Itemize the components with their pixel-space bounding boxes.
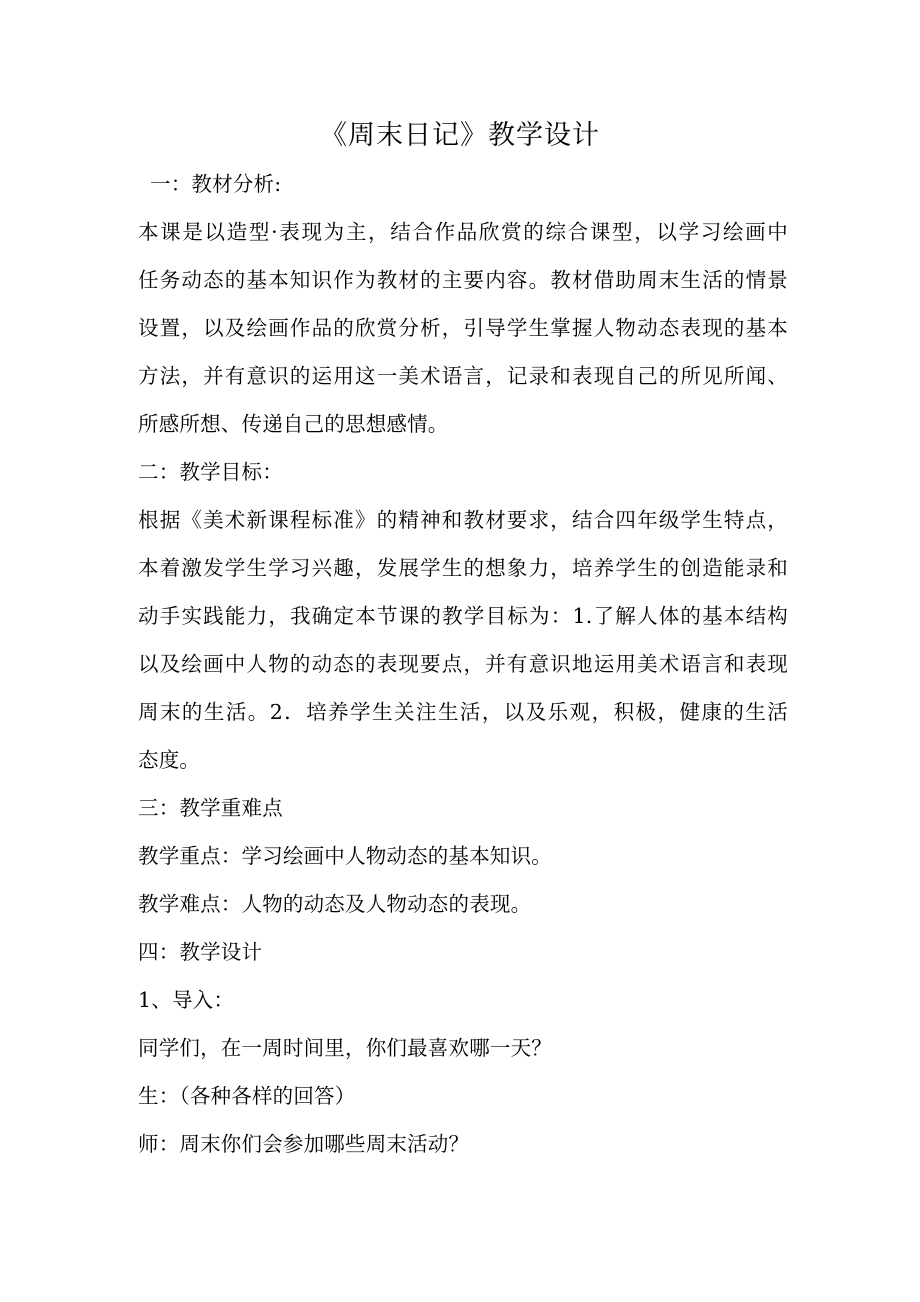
section-heading-key-points: 三：教学重难点 bbox=[138, 796, 283, 820]
paragraph-line: 态度。 bbox=[138, 748, 201, 772]
paragraph-line: 教学重点：学习绘画中人物动态的基本知识。 bbox=[138, 844, 552, 868]
paragraph-line: 本着激发学生学习兴趣，发展学生的想象力，培养学生的创造能录和 bbox=[138, 556, 788, 580]
section-heading-textbook-analysis: 一：教材分析: bbox=[150, 172, 282, 196]
paragraph-line: 教学难点：人物的动态及人物动态的表现。 bbox=[138, 892, 532, 916]
document-title: 《周末日记》教学设计 bbox=[320, 120, 600, 151]
subsection-heading-introduction: 1、导入： bbox=[138, 988, 235, 1012]
paragraph-line: 根据《美术新课程标准》的精神和教材要求，结合四年级学生特点， bbox=[138, 508, 788, 532]
paragraph-line: 设置，以及绘画作品的欣赏分析，引导学生掌握人物动态表现的基本 bbox=[138, 316, 788, 340]
paragraph-line: 师：周末你们会参加哪些周末活动？ bbox=[138, 1132, 470, 1156]
section-heading-teaching-design: 四：教学设计 bbox=[138, 940, 263, 964]
paragraph-line: 本课是以造型·表现为主，结合作品欣赏的综合课型，以学习绘画中 bbox=[138, 220, 788, 244]
paragraph-line: 任务动态的基本知识作为教材的主要内容。教材借助周末生活的情景 bbox=[138, 268, 788, 292]
paragraph-line: 生：（各种各样的回答） bbox=[138, 1084, 356, 1108]
paragraph-line: 方法，并有意识的运用这一美术语言，记录和表现自己的所见所闻、 bbox=[138, 364, 788, 388]
paragraph-line: 周末的生活。2．培养学生关注生活，以及乐观，积极，健康的生活 bbox=[138, 700, 788, 724]
paragraph-line: 以及绘画中人物的动态的表现要点，并有意识地运用美术语言和表现 bbox=[138, 652, 788, 676]
paragraph-line: 动手实践能力，我确定本节课的教学目标为：1.了解人体的基本结构 bbox=[138, 604, 788, 628]
paragraph-line: 同学们，在一周时间里，你们最喜欢哪一天？ bbox=[138, 1036, 552, 1060]
paragraph-line: 所感所想、传递自己的思想感情。 bbox=[138, 412, 449, 436]
section-heading-teaching-goals: 二：教学目标： bbox=[138, 460, 283, 484]
